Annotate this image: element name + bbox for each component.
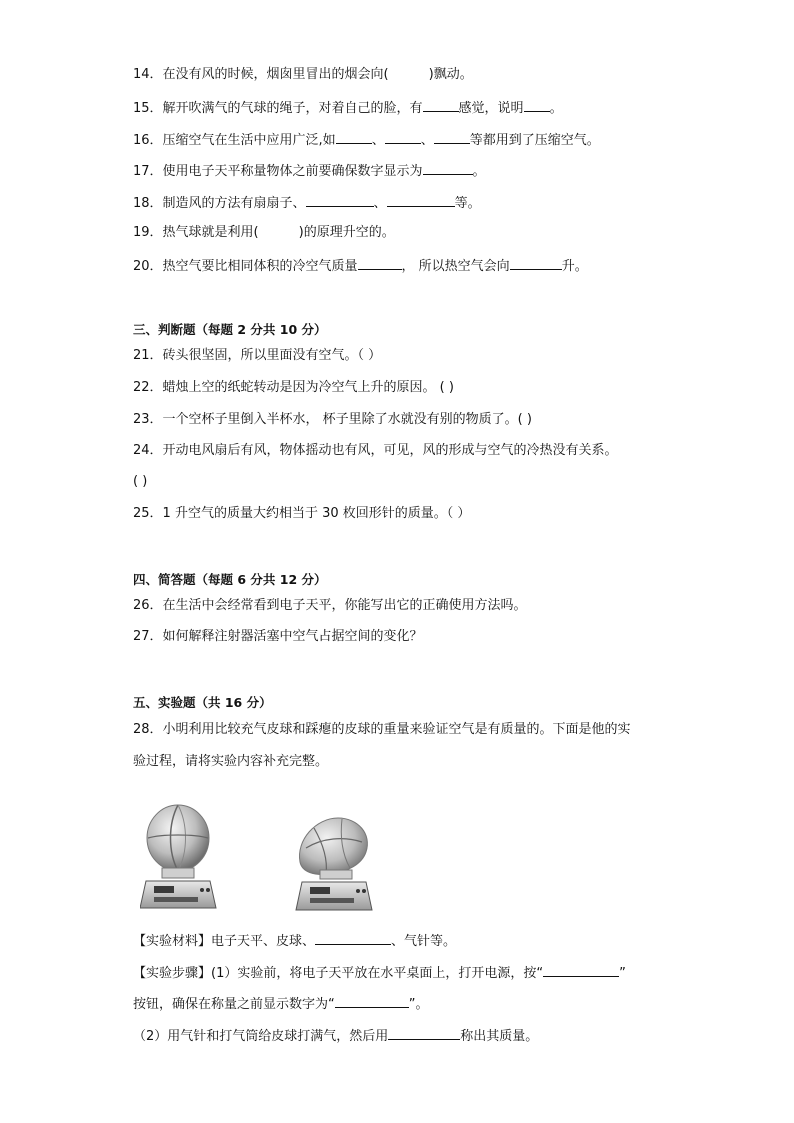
answer-blank[interactable]	[385, 130, 421, 144]
experiment-steps-1: 【实验步骤】(1）实验前，将电子天平放在水平桌面上，打开电源，按“ ”	[133, 963, 626, 983]
question-18: 18．制造风的方法有扇扇子、 、 等。	[133, 193, 481, 213]
answer-blank[interactable]	[423, 161, 473, 175]
inflated-ball-on-scale-image	[140, 794, 220, 914]
answer-blank[interactable]	[524, 98, 550, 112]
experiment-materials: 【实验材料】电子天平、皮球、 、气针等。	[133, 931, 456, 951]
answer-blank[interactable]	[510, 256, 562, 270]
answer-blank[interactable]	[543, 963, 619, 977]
section-heading-experiment: 五、实验题（共 16 分）	[133, 695, 272, 710]
answer-blank[interactable]	[388, 1026, 460, 1040]
experiment-steps-1-cont: 按钮，确保在称量之前显示数字为“ ”。	[133, 994, 429, 1014]
question-26: 26．在生活中会经常看到电子天平，你能写出它的正确使用方法吗。	[133, 598, 527, 613]
question-21: 21．砖头很坚固，所以里面没有空气。（ ）	[133, 348, 382, 363]
section-heading-judge: 三、判断题（每题 2 分共 10 分）	[133, 322, 327, 337]
answer-blank[interactable]	[423, 98, 459, 112]
question-27: 27．如何解释注射器活塞中空气占据空间的变化？	[133, 629, 423, 644]
answer-blank[interactable]	[335, 994, 409, 1008]
answer-blank[interactable]	[434, 130, 470, 144]
question-15: 15．解开吹满气的气球的绳子，对着自己的脸，有 感觉，说明 。	[133, 98, 563, 118]
answer-blank[interactable]	[387, 193, 455, 207]
question-28-line-2: 验过程，请将实验内容补充完整。	[133, 754, 329, 769]
question-16: 16．压缩空气在生活中应用广泛,如 、 、 等都用到了压缩空气。	[133, 130, 600, 150]
question-17: 17．使用电子天平称量物体之前要确保数字显示为 。	[133, 161, 486, 181]
question-24-answer-paren[interactable]: ( )	[133, 474, 148, 489]
answer-blank[interactable]	[336, 130, 372, 144]
question-19: 19．热气球就是利用( )的原理升空的。	[133, 225, 395, 240]
flattened-ball-on-scale-image	[292, 812, 378, 914]
question-20: 20．热空气要比相同体积的冷空气质量 ， 所以热空气会向 升。	[133, 256, 588, 276]
question-24: 24．开动电风扇后有风，物体摇动也有风，可见，风的形成与空气的冷热没有关系。	[133, 443, 618, 458]
question-14: 14．在没有风的时候，烟囱里冒出的烟会向( )飘动。	[133, 67, 473, 82]
answer-blank[interactable]	[315, 931, 391, 945]
question-23: 23．一个空杯子里倒入半杯水， 杯子里除了水就没有别的物质了。( )	[133, 412, 532, 427]
answer-blank[interactable]	[306, 193, 374, 207]
question-28-line-1: 28．小明利用比较充气皮球和踩瘪的皮球的重量来验证空气是有质量的。下面是他的实	[133, 722, 631, 737]
answer-blank[interactable]	[358, 256, 402, 270]
question-25: 25．1 升空气的质量大约相当于 30 枚回形针的质量。（ ）	[133, 506, 471, 521]
experiment-step-2: （2）用气针和打气筒给皮球打满气，然后用 称出其质量。	[133, 1026, 538, 1046]
question-22: 22．蜡烛上空的纸蛇转动是因为冷空气上升的原因。 ( )	[133, 380, 454, 395]
section-heading-short-answer: 四、简答题（每题 6 分共 12 分）	[133, 572, 327, 587]
